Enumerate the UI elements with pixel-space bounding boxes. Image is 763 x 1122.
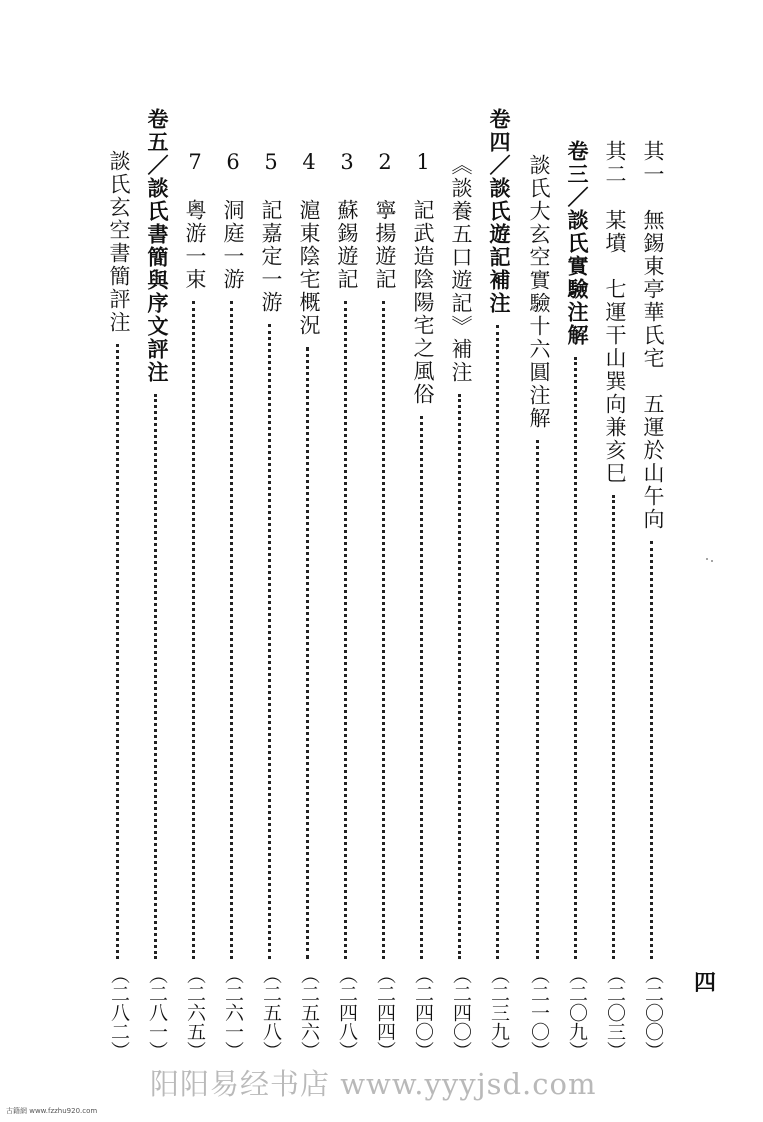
toc-entry-page: （二五六） [298,965,320,1060]
toc-entry-title: 談氏大玄空實驗十六圓注解 [522,154,556,434]
toc-entry-page: （二四八） [336,965,358,1060]
toc-entry-title: 其一 無錫東亭華氏宅 五運於山午向 [636,140,670,535]
toc-entry-5 [482,108,516,1060]
toc-entry-title: 3 蘇錫遊記 [330,150,364,295]
leader-dots [382,301,388,959]
toc-entry-2 [598,140,632,1060]
footer-note: 古籍網 www.fzzhu920.com [6,1107,98,1115]
toc-entry-14 [140,108,174,1060]
toc-entry-title: 談氏玄空書簡評注 [102,150,136,338]
toc-entry-title: 2 寧揚遊記 [368,150,402,295]
toc-entry-page: （二八二） [108,965,130,1060]
toc-entry-page: （二〇三） [604,965,626,1060]
toc-entry-9 [330,150,364,1060]
toc-entry-13 [178,150,212,1060]
toc-entry-page: （二一〇） [528,965,550,1060]
toc-entry-11 [254,150,288,1060]
toc-entry-title: 6 洞庭一游 [216,150,250,295]
leader-dots [650,541,656,959]
page-number: 四 [694,970,717,996]
leader-dots [192,301,198,959]
toc-entry-title: 卷四／談氏遊記補注 [482,108,516,319]
toc-entry-page: （二〇〇） [642,965,664,1060]
toc-entry-page: （二〇九） [566,965,588,1060]
toc-entry-10 [292,150,326,1060]
toc-entry-1 [636,140,670,1060]
toc-entry-page: （二八一） [146,965,168,1060]
toc-entry-page: （二三九） [488,965,510,1060]
leader-dots [574,357,580,959]
toc-entry-4 [522,154,556,1060]
toc-entry-title: 《談養五口遊記》補注 [444,154,478,388]
toc-entry-page: （二四四） [374,965,396,1060]
toc-entry-page: （二五八） [260,965,282,1060]
toc-entry-title: 1 記武造陰陽宅之風俗 [406,150,440,410]
scan-speck [711,560,713,562]
toc-entry-page: （二四〇） [412,965,434,1060]
toc-entry-title: 4 滬東陰宅概況 [292,150,326,341]
leader-dots [344,301,350,959]
toc-entry-title: 5 記嘉定一游 [254,150,288,318]
toc-entry-3 [560,140,594,1060]
leader-dots [612,495,618,959]
leader-dots [536,440,542,959]
leader-dots [230,301,236,959]
watermark: 阳阳易经书店 www.yyyjsd.com [150,1067,597,1101]
toc-entry-title: 卷五／談氏書簡與序文評注 [140,108,174,388]
leader-dots [496,325,502,959]
toc-entry-title: 7 粵游一束 [178,150,212,295]
leader-dots [306,347,312,959]
toc-entry-15 [102,150,136,1060]
leader-dots [116,344,122,959]
toc-entry-12 [216,150,250,1060]
toc-entry-6 [444,154,478,1060]
toc-entry-title: 其二 某墳 七運干山巽向兼亥巳 [598,140,632,489]
toc-entry-7 [406,150,440,1060]
toc-entry-page: （二六一） [222,965,244,1060]
toc-entry-8 [368,150,402,1060]
toc-entry-title: 卷三／談氏實驗注解 [560,140,594,351]
leader-dots [420,416,426,959]
leader-dots [154,394,160,959]
scan-speck [706,558,708,560]
leader-dots [458,394,464,959]
leader-dots [268,324,274,959]
toc-entry-page: （二四〇） [450,965,472,1060]
toc-entry-page: （二六五） [184,965,206,1060]
